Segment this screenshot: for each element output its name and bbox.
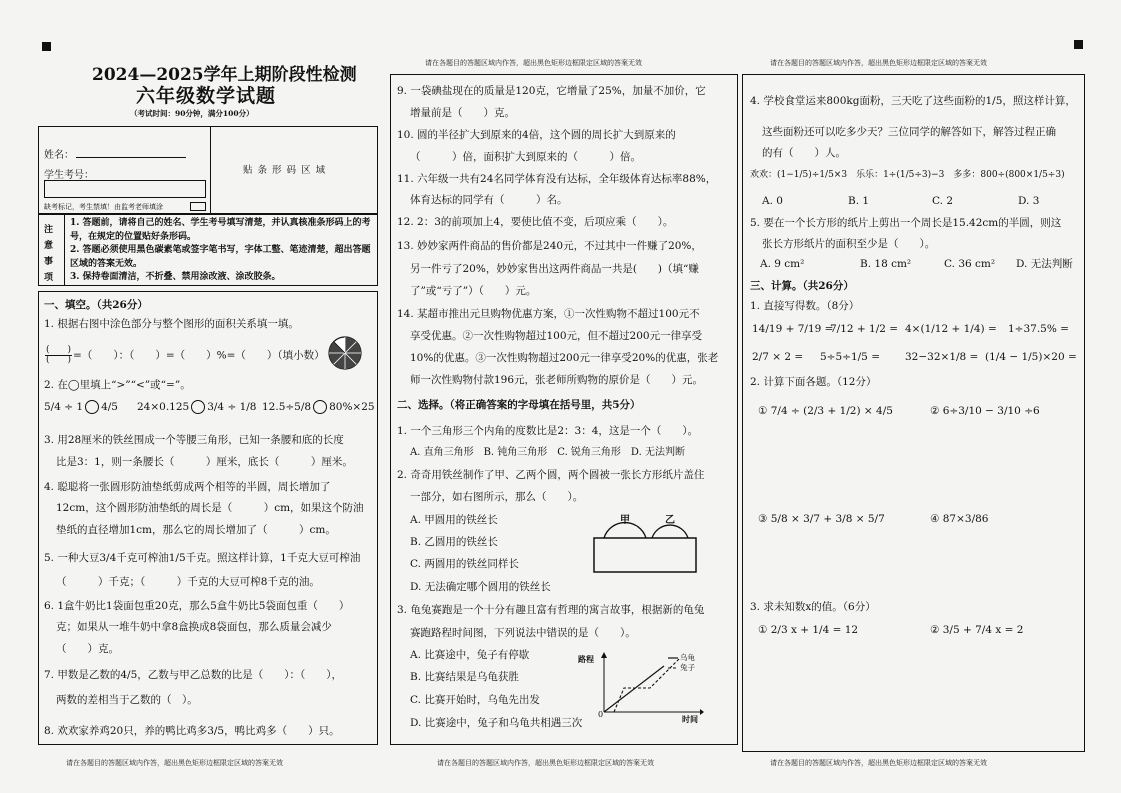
note-item-1: 1. 答题前，请将自己的姓名、学生考号填写清楚，并认真核准条形码上的考号，在规定的位置贴好条形码。	[70, 218, 371, 242]
q13-line3: 了”或“亏了”）（ ）元。	[410, 285, 537, 297]
calc-part2-heading: 2. 计算下面各题。（12分）	[750, 376, 877, 388]
c5-line1: 5. 要在一个长方形的纸片上剪出一个周长是15.42cm的半圆，则这	[750, 217, 1062, 229]
c4-line2: 这些面粉还可以吃多少天？三位同学的解答如下，解答过程正确	[762, 126, 1056, 138]
c4-option-d: D. 3	[1018, 195, 1040, 207]
notes-list	[70, 217, 372, 285]
q4-line1: 4. 聪聪将一张圆形防油垫纸剪成两个相等的半圆，周长增加了	[44, 481, 331, 493]
absent-note: 缺考标记，考生禁填！由监考老师填涂	[44, 203, 163, 211]
q13-line1: 13. 妙妙家两件商品的售价都是240元，不过其中一件赚了20%，	[397, 240, 702, 252]
registration-mark-right	[1074, 40, 1083, 49]
q10-line2: （ ）倍，面积扩大到原来的（ ）倍。	[410, 151, 641, 163]
q2-compare-b	[137, 400, 257, 414]
calc-part3-heading: 3. 求未知数x的值。（6分）	[750, 601, 876, 613]
bottom-notice-col3: 请在各题目的答题区域内作答，超出黑色矩形边框限定区域的答案无效	[770, 759, 987, 767]
choice3-line1: 3. 龟兔赛跑是一个十分有趣且富有哲理的寓言故事，根据新的龟兔	[397, 604, 705, 616]
graph-x-label: 时间	[682, 714, 698, 724]
c5-option-a: A. 9 cm²	[760, 258, 805, 270]
q2-compare-a	[44, 400, 118, 414]
graph-origin: 0	[598, 710, 604, 719]
q5-line2: （ ）千克；（ ）千克的大豆可榨8千克的油。	[56, 576, 320, 588]
calc-problem-4: ④ 87×3/86	[930, 513, 989, 525]
exam-subtitle: 六年级数学试题	[136, 85, 277, 107]
calc-item-1: 14/19 + 7/19 =	[752, 323, 834, 335]
q1-blanks	[44, 346, 325, 365]
student-id-label: 学生考号：	[44, 170, 94, 181]
calc-item-5: 2/7 × 2 =	[752, 351, 804, 363]
q11-line1: 11. 六年级一共有24名同学体育没有达标，全年级体育达标率88%，	[397, 173, 717, 185]
q9-line2: 增量前是（ ）克。	[410, 107, 515, 119]
q12-text: 12. 2：3的前项加上4，要使比值不变，后项应乘（ ）。	[397, 216, 674, 228]
q2a-left: 5/4 ÷ 1	[44, 401, 84, 413]
top-notice-col3: 请在各题目的答题区域内作答，超出黑色矩形边框限定区域的答案无效	[770, 59, 987, 67]
calc-problem-1: ① 7/4 ÷ (2/3 + 1/2) × 4/5	[758, 405, 893, 417]
q4-line2: 12cm，这个圆形防油垫纸的周长是（ ）cm，如果这个防油	[56, 502, 364, 514]
q4-line3: 垫纸的直径增加1cm，那么它的周长增加了（ ）cm。	[56, 524, 336, 536]
q3-line2: 比是3：1，则一条腰长（ ）厘米，底长（ ）厘米。	[56, 456, 353, 468]
calc-problem-3: ③ 5/8 × 3/7 + 3/8 × 5/7	[758, 513, 885, 525]
exam-title: 2024—2025学年上期阶段性检测	[92, 65, 357, 85]
barcode-area: 贴 条 形 码 区 域	[243, 165, 327, 176]
calc-item-3: 4×(1/12 + 1/4) =	[905, 323, 997, 335]
q2c-right: 80%×25	[329, 401, 375, 413]
notes-label: 注意事项	[44, 225, 54, 283]
q2-text: 2. 在◯里填上“>”“<”或“=”。	[44, 379, 191, 391]
choice2-line1: 2. 奇奇用铁丝制作了甲、乙两个圆，两个圆被一张长方形纸片盖住	[397, 469, 705, 481]
q14-line4: 师一次性购物付款196元，张老师所购物的原价是（ ）元。	[410, 374, 704, 386]
label-jia: 甲	[620, 515, 630, 526]
q2-compare-c	[262, 400, 375, 414]
shaded-circle-figure	[327, 335, 363, 371]
turtle-line	[604, 666, 664, 712]
choice2-option-a: A. 甲圆用的铁丝长	[410, 514, 498, 526]
c5-option-c: C. 36 cm²	[944, 258, 996, 270]
bottom-notice-col1: 请在各题目的答题区域内作答，超出黑色矩形边框限定区域的答案无效	[66, 759, 283, 767]
legend-rabbit: 兔子	[680, 663, 695, 672]
choice2-option-c: C. 两圆用的铁丝同样长	[410, 558, 519, 570]
q2a-right: 4/5	[101, 401, 118, 413]
q8-text: 8. 欢欢家养鸡20只，养的鸭比鸡多3/5，鸭比鸡多（ ）只。	[44, 725, 340, 737]
c5-line2: 张长方形纸片的面积至少是（ ）。	[762, 238, 936, 250]
choice3-option-a: A. 比赛途中，兔子有停歇	[410, 649, 530, 661]
note-item-2: 2. 答题必须使用黑色碳素笔或签字笔书写，字体工整、笔迹清楚，超出答题区域的答案无效。	[70, 245, 371, 269]
note-item-3: 3. 保持卷面清洁，不折叠、禁用涂改液、涂改胶条。	[70, 272, 281, 282]
q14-line3: 10%的优惠。③一次性购物超过200元一律享受20%的优惠，张老	[410, 352, 719, 364]
choice3-line2: 赛跑路程时间图，下列说法中错误的是（ ）。	[410, 627, 636, 639]
choice3-option-b: B. 比赛结果是乌龟获胜	[410, 671, 519, 683]
exam-info: （考试时间：90分钟，满分100分）	[130, 109, 254, 118]
bottom-notice-col2: 请在各题目的答题区域内作答，超出黑色矩形边框限定区域的答案无效	[437, 759, 654, 767]
choice2-line2: 一部分，如右图所示，那么（ ）。	[410, 491, 584, 503]
choice2-option-d: D. 无法确定哪个圆用的铁丝长	[410, 581, 551, 593]
q11-line2: 体育达标的同学有（ ）名。	[410, 194, 568, 206]
q1-fraction-blank[interactable]: $\frac{( )}{( )}$	[46, 345, 72, 365]
equation-2: ② 3/5 + 7/4 x = 2	[930, 624, 1024, 636]
name-field[interactable]	[76, 157, 186, 158]
equation-1: ① 2/3 x + 1/4 = 12	[758, 624, 859, 636]
rabbit-line	[614, 658, 680, 712]
q10-line1: 10. 圆的半径扩大到原来的4倍，这个圆的周长扩大到原来的	[397, 129, 676, 141]
student-id-field[interactable]	[44, 180, 206, 198]
section-3-heading: 三、计算。（共26分）	[750, 280, 854, 292]
calc-problem-2: ② 6÷3/10 − 3/10 ÷6	[930, 405, 1040, 417]
q2c-left: 12.5÷5/8	[262, 401, 312, 413]
q6-line1: 6. 1盒牛奶比1袋面包重20克，那么5盒牛奶比5袋面包重（ ）	[44, 600, 350, 612]
q3-line1: 3. 用28厘米的铁丝围成一个等腰三角形，已知一条腰和底的长度	[44, 434, 344, 446]
q9-line1: 9. 一袋碘盐现在的质量是120克，它增量了25%，加量不加价，它	[397, 85, 706, 97]
calc-item-6: 5÷5÷1/5 =	[820, 351, 880, 363]
q2b-right: 3/4 ÷ 1/8	[207, 401, 257, 413]
q6-line2: 克；如果从一堆牛奶中拿8盒换成8袋面包，那么质量会减少	[56, 621, 332, 633]
q7-line2: 两数的差相当于乙数的（ ）。	[56, 694, 198, 706]
q2c-circle[interactable]	[313, 400, 327, 414]
c4-line3: 的有（ ）人。	[762, 147, 846, 159]
graph-y-label: 路程	[578, 654, 594, 664]
c4-line1: 4. 学校食堂运来800kg面粉，三天吃了这些面粉的1/5，照这样计算，	[750, 95, 1076, 107]
name-label: 姓名：	[44, 150, 74, 161]
c5-option-d: D. 无法判断	[1016, 258, 1073, 270]
calc-item-8: (1/4 − 1/5)×20 =	[985, 351, 1077, 363]
calc-item-2: 7/12 + 1/2 =	[830, 323, 899, 335]
c5-option-b: B. 18 cm²	[860, 258, 912, 270]
q14-line2: 享受优惠。②一次性购物超过100元，但不超过200元一律享受	[410, 330, 703, 342]
q13-line2: 另一件亏了20%，妙妙家售出这两件商品一共是( )（填“赚	[410, 263, 699, 275]
calc-part1-heading: 1. 直接写得数。（8分）	[750, 300, 860, 312]
top-notice-col2: 请在各题目的答题区域内作答，超出黑色矩形边框限定区域的答案无效	[425, 59, 642, 67]
c4-option-c: C. 2	[932, 195, 954, 207]
info-divider	[210, 126, 211, 214]
q14-line1: 14. 某超市推出元旦购物优惠方案，①一次性购物不超过100元不	[397, 308, 700, 320]
choice3-option-d: D. 比赛途中，兔子和乌龟共相遇三次	[410, 717, 583, 729]
q2b-left: 24×0.125	[137, 401, 190, 413]
two-circles-figure	[590, 508, 702, 574]
section-1-heading: 一、填空。（共26分）	[44, 299, 148, 311]
notes-divider	[64, 214, 65, 286]
label-yi: 乙	[665, 515, 675, 526]
choice3-option-c: C. 比赛开始时，乌龟先出发	[410, 694, 540, 706]
c4-option-a: A. 0	[762, 195, 783, 207]
choice1-text: 1. 一个三角形三个内角的度数比是2：3：4，这是一个（ ）。	[397, 425, 699, 437]
absent-checkbox[interactable]	[190, 202, 206, 211]
section-2-heading: 二、选择。（将正确答案的字母填在括号里，共5分）	[397, 399, 641, 411]
legend-turtle: 乌龟	[680, 653, 695, 662]
c4-solutions: 欢欢：(1−1/5)÷1/5×3 乐乐：1÷(1/5÷3)−3 多多：800÷(800×1/5÷3)	[750, 170, 1065, 180]
q7-line1: 7. 甲数是乙数的4/5，乙数与甲乙总数的比是（ ）：（ ），	[44, 669, 343, 681]
q2b-circle[interactable]	[191, 400, 205, 414]
q1-text: 1. 根据右图中涂色部分与整个图形的面积关系填一填。	[44, 318, 299, 330]
registration-mark-left	[42, 42, 51, 51]
q5-line1: 5. 一种大豆3/4千克可榨油1/5千克。照这样计算，1千克大豆可榨油	[44, 552, 361, 564]
choice2-option-b: B. 乙圆用的铁丝长	[410, 536, 498, 548]
c4-option-b: B. 1	[848, 195, 870, 207]
calc-item-7: 32−32×1/8 =	[905, 351, 979, 363]
q1-blanks-text: =（ ）：（ ）=（ ）%=（ ）（填小数）	[73, 349, 325, 362]
choice1-options: A. 直角三角形 B. 钝角三角形 C. 锐角三角形 D. 无法判断	[410, 447, 685, 458]
q6-line3: （ ）克。	[56, 643, 119, 655]
q2a-circle[interactable]	[85, 400, 99, 414]
calc-item-4: 1÷37.5% =	[1008, 323, 1069, 335]
